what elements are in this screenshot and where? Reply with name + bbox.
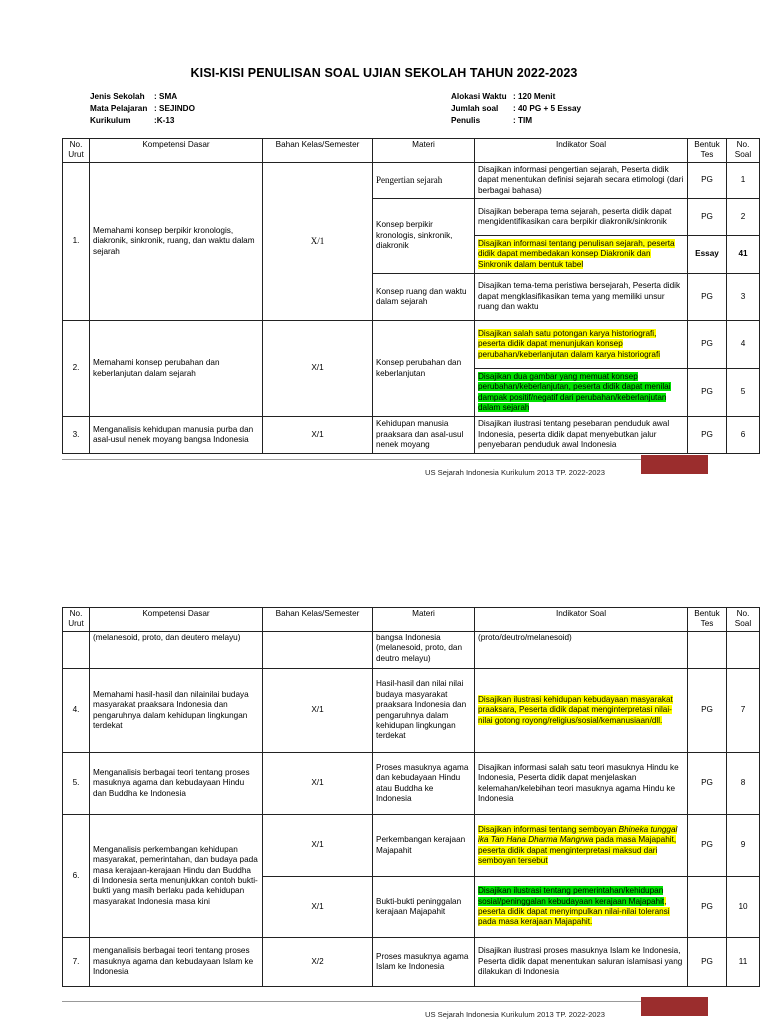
header-bentuk: Bentuk Tes [688, 608, 727, 632]
no-soal [727, 632, 760, 669]
bahan-kelas: X/1 [263, 163, 373, 321]
meta-key: Kurikulum [90, 116, 131, 125]
no-soal: 1 [727, 163, 760, 199]
no-soal: 4 [727, 321, 760, 369]
header-materi: Materi [373, 139, 475, 163]
bahan-kelas: X/1 [263, 417, 373, 454]
bentuk-tes: PG [688, 753, 727, 815]
no-soal: 5 [727, 369, 760, 417]
row-number: 7. [63, 938, 90, 987]
kompetensi-dasar: Menganalisis perkembangan kehidupan masyarakat, pemerintahan, dan budaya pada masa kerajaan-kerajaan Hindu dan Buddha di Indonesia serta menunjukkan contoh bukti-bukti yang masih berlaku pada kehidupan masyarakat Indonesia masa kini [90, 815, 263, 938]
kompetensi-dasar: Menganalisis kehidupan manusia purba dan asal-usul nenek moyang bangsa Indonesia [90, 417, 263, 454]
row-number: 1. [63, 163, 90, 321]
document-page-2 [0, 512, 768, 1024]
meta-key: Mata Pelajaran [90, 104, 148, 113]
indikator-soal [475, 815, 688, 877]
bahan-kelas: X/1 [263, 877, 373, 938]
no-soal: 6 [727, 417, 760, 454]
kompetensi-dasar: Memahami konsep perubahan dan keberlanjutan dalam sejarah [90, 321, 263, 417]
bentuk-tes: PG [688, 369, 727, 417]
indikator-soal: Disajikan beberapa tema sejarah, peserta didik dapat mengidentifikasikan cara berpikir diakronik/sinkronik [475, 199, 688, 236]
meta-key: Jumlah soal [451, 104, 499, 113]
header-indikator: Indikator Soal [475, 608, 688, 632]
kompetensi-dasar: (melanesoid, proto, dan deutero melayu) [90, 632, 263, 669]
materi: Proses masuknya agama dan kebudayaan Hindu atau Buddha ke Indonesia [373, 753, 475, 815]
meta-key: Penulis [451, 116, 481, 125]
kompetensi-dasar: menganalisis berbagai teori tentang proses masuknya agama dan kebudayaan Islam ke Indonesia [90, 938, 263, 987]
indikator-text-highlighted [478, 825, 677, 865]
no-soal: 11 [727, 938, 760, 987]
row-number: 4. [63, 669, 90, 753]
row-number [63, 632, 90, 669]
materi: Konsep perubahan dan keberlanjutan [373, 321, 475, 417]
meta-value: : SEJINDO [154, 104, 195, 113]
meta-key: Alokasi Waktu [451, 92, 507, 101]
indikator-text-highlighted: , peserta didik dapat menyimpulkan nilai-nilai toleransi pada masa kerajaan Majapahit. [478, 896, 670, 927]
bahan-kelas: X/1 [263, 753, 373, 815]
meta-info-right [451, 91, 581, 127]
indikator-soal [475, 321, 688, 369]
materi: bangsa Indonesia (melanesoid, proto, dan deutro melayu) [373, 632, 475, 669]
table-row [63, 815, 760, 877]
materi: Bukti-bukti peninggalan kerajaan Majapahit [373, 877, 475, 938]
meta-info-left [90, 91, 195, 127]
indikator-soal: Disajikan informasi pengertian sejarah, Peserta didik dapat menentukan definisi sejarah secara etimologi (dari berbagai bahasa) [475, 163, 688, 199]
no-soal: 2 [727, 199, 760, 236]
bentuk-tes: PG [688, 417, 727, 454]
indikator-italic-part: Bhineka tunggal ika Tan Hana Dharma Mangrwa [478, 824, 678, 845]
table-row [63, 163, 760, 199]
kisi-kisi-table-1 [62, 138, 760, 454]
meta-value: : TIM [513, 116, 533, 125]
indikator-text-highlighted: Disajikan salah satu potongan karya historiografi, peserta didik dapat menunjukan konsep perubahan/keberlanjutan dalam karya historiografi [478, 328, 661, 359]
bentuk-tes: PG [688, 938, 727, 987]
kisi-kisi-table-2 [62, 607, 760, 987]
kompetensi-dasar: Menganalisis berbagai teori tentang proses masuknya agama dan kebudayaan Hindu dan Buddha ke Indonesia [90, 753, 263, 815]
footer-color-bar [641, 455, 708, 474]
bentuk-tes: PG [688, 669, 727, 753]
bentuk-tes: PG [688, 877, 727, 938]
indikator-part: pada masa Majapahit, peserta didik dapat menginterpretasi maksud dari semboyan tersebut [478, 835, 677, 865]
header-indikator: Indikator Soal [475, 139, 688, 163]
indikator-part: Disajikan informasi tentang semboyan [478, 824, 619, 834]
no-soal: 3 [727, 274, 760, 321]
bentuk-tes: PG [688, 199, 727, 236]
materi: Konsep berpikir kronologis, sinkronik, diakronik [373, 199, 475, 274]
materi: Pengertian sejarah [373, 163, 475, 199]
no-soal: 8 [727, 753, 760, 815]
materi: Perkembangan kerajaan Majapahit [373, 815, 475, 877]
kompetensi-dasar: Memahami hasil-hasil dan nilainilai budaya masyarakat praaksara Indonesia dan pengaruhnya dalam kehidupan lingkungan terdekat [90, 669, 263, 753]
materi: Hasil-hasil dan nilai nilai budaya masyarakat praaksara Indonesia dan pengaruhnya dalam kehidupan lingkungan terdekat [373, 669, 475, 753]
table-row [63, 938, 760, 987]
kompetensi-dasar: Memahami konsep berpikir kronologis, diakronik, sinkronik, ruang, dan waktu dalam sejarah [90, 163, 263, 321]
header-no: No. Urut [63, 139, 90, 163]
row-number: 2. [63, 321, 90, 417]
meta-value: : SMA [154, 92, 178, 101]
header-kd: Kompetensi Dasar [90, 608, 263, 632]
no-soal: 7 [727, 669, 760, 753]
table-header-row [63, 608, 760, 632]
bahan-kelas: X/1 [263, 815, 373, 877]
indikator-soal [475, 877, 688, 938]
indikator-soal: Disajikan informasi salah satu teori masuknya Hindu ke Indonesia, Peserta didik dapat menjelaskan kelemahan/kelebihan teori masuknya agama Hindu ke Indonesia [475, 753, 688, 815]
page-footer [0, 455, 768, 475]
header-soal: No. Soal [727, 608, 760, 632]
footer-line [62, 1001, 641, 1002]
footer-text: US Sejarah Indonesia Kurikulum 2013 TP. 2022-2023 [425, 1010, 605, 1019]
indikator-text-highlighted: Disajikan informasi tentang penulisan sejarah, peserta didik dapat membedakan konsep Diakronik dan Sinkronik dalam bentuk tabel [478, 238, 675, 269]
page-footer [0, 997, 768, 1017]
row-number: 5. [63, 753, 90, 815]
indikator-soal [475, 236, 688, 274]
bentuk-tes: Essay [688, 236, 727, 274]
meta-key: Jenis Sekolah [90, 92, 145, 101]
bentuk-tes: PG [688, 163, 727, 199]
bentuk-tes: PG [688, 815, 727, 877]
footer-line [62, 459, 641, 460]
meta-value: : 40 PG + 5 Essay [513, 104, 582, 113]
bentuk-tes: PG [688, 321, 727, 369]
indikator-soal [475, 369, 688, 417]
header-no: No. Urut [63, 608, 90, 632]
table-row [63, 417, 760, 454]
table-row [63, 753, 760, 815]
table-row [63, 632, 760, 669]
no-soal: 41 [727, 236, 760, 274]
materi: Kehidupan manusia praaksara dan asal-usul nenek moyang [373, 417, 475, 454]
table-row [63, 321, 760, 369]
bahan-kelas [263, 632, 373, 669]
bentuk-tes [688, 632, 727, 669]
materi: Konsep ruang dan waktu dalam sejarah [373, 274, 475, 321]
indikator-soal [475, 669, 688, 753]
bahan-kelas: X/1 [263, 321, 373, 417]
header-bahan: Bahan Kelas/Semester [263, 608, 373, 632]
header-materi: Materi [373, 608, 475, 632]
header-soal: No. Soal [727, 139, 760, 163]
no-soal: 10 [727, 877, 760, 938]
row-number: 6. [63, 815, 90, 938]
footer-color-bar [641, 997, 708, 1016]
indikator-soal: Disajikan ilustrasi tentang pesebaran penduduk awal Indonesia, peserta didik dapat menyebutkan jalur penyebaran penduduk awal Indonesia [475, 417, 688, 454]
table-row [63, 669, 760, 753]
header-kd: Kompetensi Dasar [90, 139, 263, 163]
header-bentuk: Bentuk Tes [688, 139, 727, 163]
indikator-text-highlighted: Disajikan dua gambar yang memuat konsep perubahan/keberlanjutan, peserta didik dapat menilai dampak positif/negatif dari perubahan/keberlanjutan dalam sejarah [478, 371, 671, 412]
indikator-soal: Disajikan tema-tema peristiwa bersejarah, Peserta didik dapat mengklasifikasikan tema yang memiliki unsur ruang dan waktu [475, 274, 688, 321]
no-soal: 9 [727, 815, 760, 877]
table-header-row [63, 139, 760, 163]
bahan-kelas: X/1 [263, 669, 373, 753]
meta-value: :K-13 [154, 116, 175, 125]
header-bahan: Bahan Kelas/Semester [263, 139, 373, 163]
row-number: 3. [63, 417, 90, 454]
materi: Proses masuknya agama Islam ke Indonesia [373, 938, 475, 987]
document-title: KISI-KISI PENULISAN SOAL UJIAN SEKOLAH TAHUN 2022-2023 [190, 66, 578, 80]
footer-text: US Sejarah Indonesia Kurikulum 2013 TP. 2022-2023 [425, 468, 605, 477]
bahan-kelas: X/2 [263, 938, 373, 987]
meta-value: : 120 Menit [513, 92, 556, 101]
indikator-text-highlighted: Disajikan ilustrasi tentang pemerintahan/kehidupan sosial/peninggalan kebudayaan kerajaan Majapahit [478, 886, 665, 906]
indikator-soal: (proto/deutro/melanesoid) [475, 632, 688, 669]
bentuk-tes: PG [688, 274, 727, 321]
indikator-text-highlighted: Disajikan ilustrasi kehidupan kebudayaan masyarakat praaksara, Peserta didik dapat menginterpretasi nilai-nilai gotong royong/religius/sosial/kemanusiaan/dll. [478, 694, 673, 725]
indikator-soal: Disajikan ilustrasi proses masuknya Islam ke Indonesia, Peserta didik dapat menentukan saluran islamisasi yang dilakukan di Indonesia [475, 938, 688, 987]
